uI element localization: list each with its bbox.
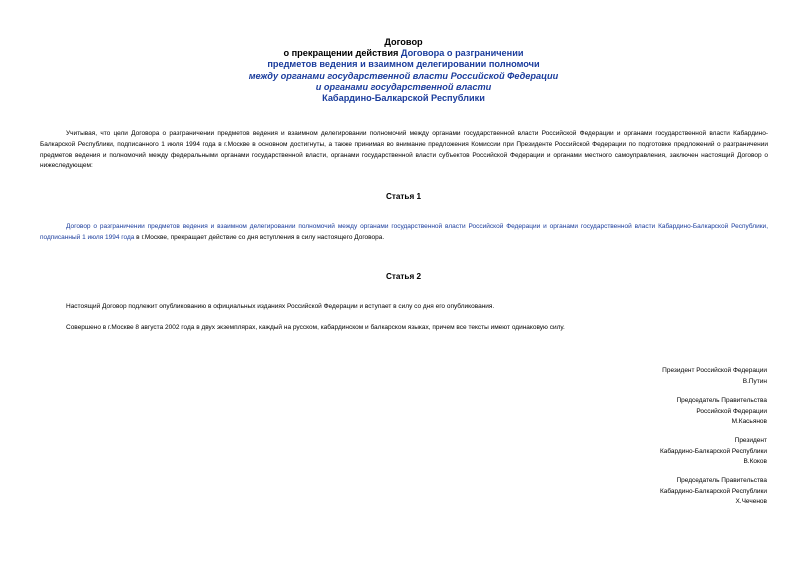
title-line-5[interactable]: и органами государственной власти: [315, 81, 492, 92]
signature-line: Председатель Правительства: [676, 477, 767, 484]
signature-line: Кабардино-Балкарской Республики: [659, 487, 767, 495]
article-1-heading: Статья 1: [385, 192, 422, 201]
title-line-4[interactable]: между органами государственной власти Российской Федерации: [248, 70, 559, 81]
closing-paragraph: Совершено в г.Москве 8 августа 2002 года в двух экземплярах, каждый на русском, кабардинском и балкарском языках, причем все тексты имеют одинаковую силу.: [66, 324, 565, 331]
signature-name: М.Касьянов: [731, 418, 767, 426]
title-line-6[interactable]: Кабардино-Балкарской Республики: [322, 93, 485, 104]
signature-block-1: [527, 366, 767, 387]
signature-line: Президент Российской Федерации: [662, 367, 767, 374]
signature-name: Х.Чеченов: [735, 498, 767, 506]
article-1-treaty-link[interactable]: Договор о разграничении предметов ведения и взаимном делегировании полномочий между органами государственной власти Российской Федерации и органами государственной власти Кабардино-Балкарской Республики, подписанный 1 июля 1994 года: [40, 223, 768, 241]
document-title: [0, 37, 807, 104]
article-2-paragraph: Настоящий Договор подлежит опубликованию в официальных изданиях Российской Федерации и вступает в силу со дня его опубликования.: [66, 303, 495, 310]
signature-line: Кабардино-Балкарской Республики: [659, 447, 767, 455]
signature-name: В.Путин: [742, 377, 767, 385]
signature-line: Председатель Правительства: [676, 397, 767, 404]
title-treaty-link[interactable]: Договора о разграничении: [400, 48, 524, 59]
preamble-paragraph: Учитывая, что цели Договора о разграничении предметов ведения и взаимном делегировании полномочий между органами государственной власти Российской Федерации и органами государственной власти Кабардино-Балкарской Республики, подписанного 1 июля 1994 года в г.Москве в основном достигнуты, а также принимая во внимание предложения Комиссии при Президенте Российской Федерации по подготовке предложений о разграничении предметов ведения и полномочий между федеральными органами государственной власти, органами государственной власти субъектов Российской Федерации и органами местного самоуправления, заключен настоящий Договор о нижеследующем:: [40, 130, 768, 170]
signature-line: Президент: [734, 437, 767, 444]
title-line-2-prefix: о прекращении действия: [283, 48, 401, 59]
title-line-2: [0, 48, 807, 59]
article-2-heading: Статья 2: [385, 272, 422, 281]
signature-name: В.Коков: [743, 458, 767, 466]
article-1-rest: в г.Москве, прекращает действие со дня вступления в силу настоящего Договора.: [134, 233, 385, 241]
title-line-1: Договор: [384, 37, 423, 47]
article-1-paragraph: [40, 222, 768, 244]
signature-block-2: [527, 396, 767, 428]
signature-block-3: [527, 436, 767, 468]
signature-block-4: [527, 476, 767, 508]
title-line-3[interactable]: предметов ведения и взаимном делегировании полномочи: [267, 59, 540, 70]
signature-line: Российской Федерации: [696, 407, 767, 415]
